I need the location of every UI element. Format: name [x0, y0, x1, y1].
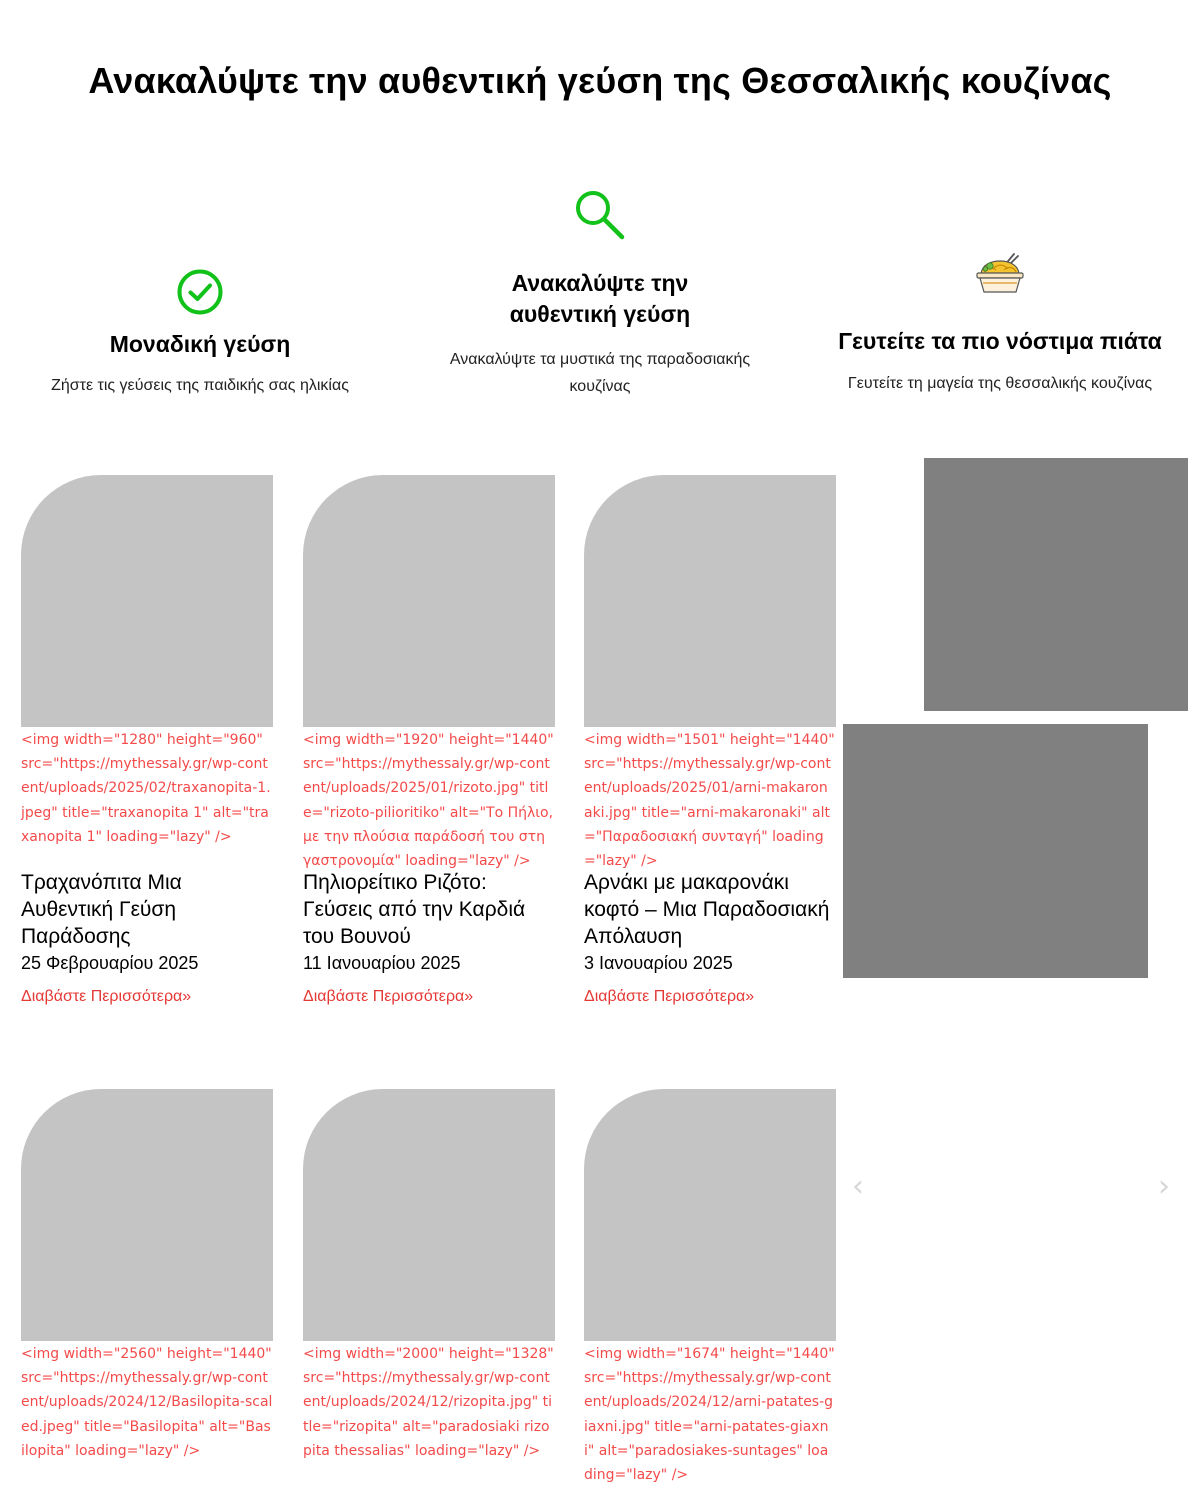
post-date: 3 Ιανουαρίου 2025	[584, 953, 733, 973]
post-title[interactable]: Αρνάκι με μακαρονάκι κοφτό – Μια Παραδοσιακή Απόλαυση	[584, 871, 830, 948]
post-image-code: <img width="2560" height="1440" src="https://mythessaly.gr/wp-content/uploads/2024/12/Basilopita-scaled.jpeg" title="Basilopita" alt="Basilopita" loading="lazy" />	[21, 1346, 273, 1459]
post-card	[584, 475, 836, 1006]
slider-prev-arrow[interactable]: ‹	[852, 1169, 864, 1204]
post-image-code: <img width="1920" height="1440" src="https://mythessaly.gr/wp-content/uploads/2025/01/rizoto.jpg" title="rizoto-pilioritiko" alt="Το Πήλιο, με την πλούσια παράδοσή του στη γαστρονομία" loading="lazy" />	[303, 732, 554, 870]
feature-text: Ζήστε τις γεύσεις της παιδικής σας ηλικίας	[51, 377, 349, 394]
post-card	[303, 1089, 555, 1463]
feature-tasty-dishes	[820, 252, 1180, 397]
post-date: 25 Φεβρουαρίου 2025	[21, 953, 199, 973]
post-date: 11 Ιανουαρίου 2025	[303, 953, 461, 973]
post-card	[584, 1089, 836, 1484]
feature-discover	[420, 188, 780, 400]
post-card	[21, 1089, 273, 1463]
post-thumbnail[interactable]	[303, 1089, 555, 1341]
read-more-link[interactable]: Διαβάστε Περισσότερα»	[303, 988, 474, 1005]
post-card	[21, 475, 273, 1006]
post-image-code: <img width="1280" height="960" src="https://mythessaly.gr/wp-content/uploads/2025/02/traxanopita-1.jpeg" title="traxanopita 1" alt="traxanopita 1" loading="lazy" />	[21, 732, 271, 845]
feature-title: Μοναδική γεύση	[109, 331, 291, 357]
post-thumbnail[interactable]	[584, 475, 836, 727]
slider-image-2[interactable]	[843, 724, 1148, 978]
post-image-code: <img width="1674" height="1440" src="https://mythessaly.gr/wp-content/uploads/2024/12/arni-patates-giaxni.jpg" title="arni-patates-giaxni" alt="paradosiakes-suntages" loading="lazy" />	[584, 1346, 835, 1484]
feature-text: Ανακαλύψτε τα μυστικά της παραδοσιακής κουζίνας	[449, 351, 751, 395]
post-thumbnail[interactable]	[584, 1089, 836, 1341]
post-image-code: <img width="2000" height="1328" src="https://mythessaly.gr/wp-content/uploads/2024/12/rizopita.jpg" title="rizopita" alt="paradosiaki rizopita thessalias" loading="lazy" />	[303, 1346, 554, 1459]
post-image-code: <img width="1501" height="1440" src="https://mythessaly.gr/wp-content/uploads/2025/01/arni-makaronaki.jpg" title="arni-makaronaki" alt="Παραδοσιακή συνταγή" loading="lazy" />	[584, 732, 835, 870]
slider-next-arrow[interactable]: ›	[1158, 1169, 1170, 1204]
feature-title: Γευτείτε τα πιο νόστιμα πιάτα	[838, 328, 1162, 354]
post-card	[303, 475, 555, 1006]
feature-unique-taste	[30, 268, 370, 399]
post-title[interactable]: Πηλιορείτικο Ριζότο: Γεύσεις από την Καρδιά του Βουνού	[303, 871, 526, 948]
search-icon	[573, 188, 627, 242]
post-thumbnail[interactable]	[303, 475, 555, 727]
post-thumbnail[interactable]	[21, 475, 273, 727]
feature-text: Γευτείτε τη μαγεία της θεσσαλικής κουζίνας	[847, 375, 1153, 392]
feature-title: Ανακαλύψτε την αυθεντική γεύση	[509, 270, 691, 327]
read-more-link[interactable]: Διαβάστε Περισσότερα»	[584, 988, 755, 1005]
food-bowl-icon	[974, 252, 1026, 298]
check-circle-icon	[176, 268, 224, 316]
slider-image-1[interactable]	[924, 458, 1188, 711]
page-title: Ανακαλύψτε την αυθεντική γεύση της Θεσσαλικής κουζίνας	[88, 60, 1112, 101]
post-title[interactable]: Τραχανόπιτα Μια Αυθεντική Γεύση Παράδοσης	[21, 871, 182, 948]
post-thumbnail[interactable]	[21, 1089, 273, 1341]
read-more-link[interactable]: Διαβάστε Περισσότερα»	[21, 988, 192, 1005]
